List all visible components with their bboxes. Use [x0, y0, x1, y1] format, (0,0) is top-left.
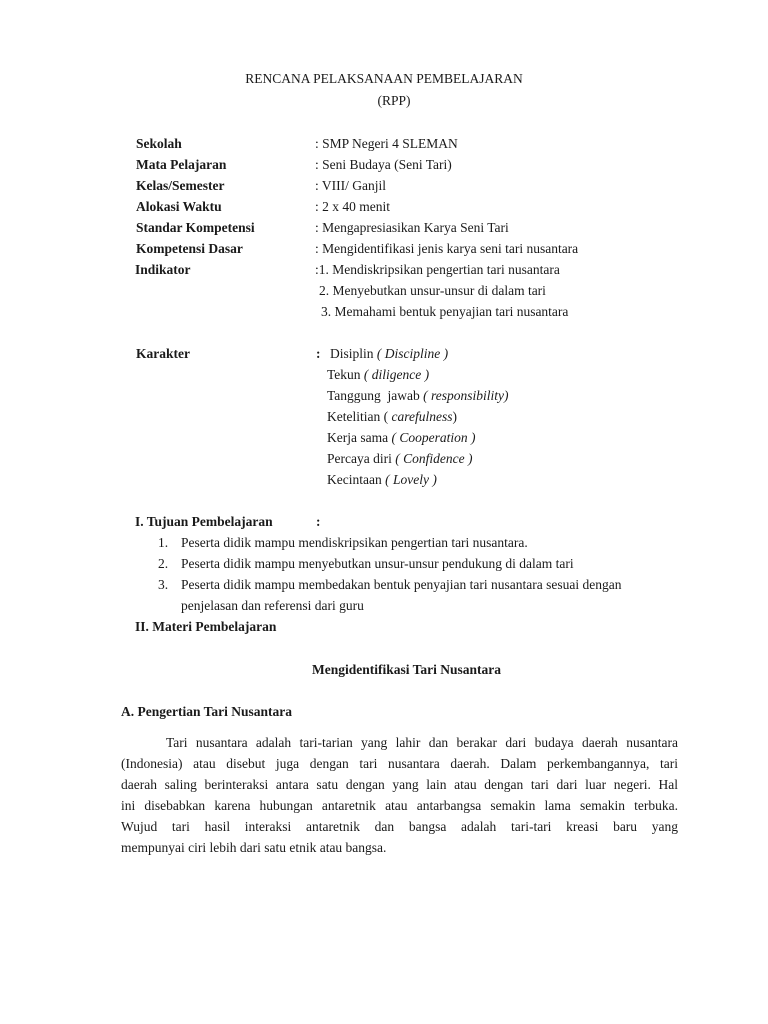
karakter-item	[327, 410, 457, 424]
value-kompetensi-dasar: : Mengidentifikasi jenis karya seni tari nusantara	[315, 241, 579, 256]
karakter-english: ( Confidence )	[395, 451, 473, 466]
karakter-word: Tanggung jawab	[327, 388, 420, 403]
karakter-close: )	[452, 409, 457, 424]
document-subtitle: (RPP)	[377, 93, 411, 108]
value-kelas-semester: : VIII/ Ganjil	[315, 178, 386, 193]
karakter-item	[330, 347, 448, 361]
value-indikator-1: :1. Mendiskripsikan pengertian tari nusantara	[315, 262, 560, 277]
karakter-word: Kecintaan	[327, 472, 382, 487]
karakter-item	[327, 473, 437, 487]
karakter-item	[327, 389, 509, 403]
label-indikator: Indikator	[135, 262, 191, 277]
tujuan-number: 2.	[158, 556, 169, 571]
karakter-word: Percaya diri	[327, 451, 392, 466]
tujuan-number: 1.	[158, 535, 169, 550]
value-mata-pelajaran: : Seni Budaya (Seni Tari)	[315, 157, 452, 172]
karakter-english: carefulness	[391, 409, 453, 424]
paragraph-line: Wujud tari hasil interaksi antaretnik dan bangsa adalah tari-tari kreasi baru yang	[121, 819, 678, 834]
materi-heading: II. Materi Pembelajaran	[135, 619, 277, 634]
karakter-word: Kerja sama	[327, 430, 389, 445]
paragraph-line: (Indonesia) atau disebut juga dengan tari nusantara daerah. Dalam perkembangannya, tari	[121, 756, 678, 771]
paragraph-line: ini disebabkan karena hubungan antaretnik atau antarbangsa semakin lama semakin terbuka.	[121, 798, 678, 813]
label-kelas-semester: Kelas/Semester	[136, 178, 225, 193]
document-title: RENCANA PELAKSANAAN PEMBELAJARAN	[245, 71, 523, 86]
tujuan-item-text: Peserta didik mampu membedakan bentuk penyajian tari nusantara sesuai dengan	[181, 577, 622, 592]
tujuan-item-text: Peserta didik mampu menyebutkan unsur-unsur pendukung di dalam tari	[181, 556, 574, 571]
value-alokasi-waktu: : 2 x 40 menit	[315, 199, 390, 214]
karakter-item	[327, 431, 475, 445]
label-kompetensi-dasar: Kompetensi Dasar	[136, 241, 243, 256]
label-mata-pelajaran: Mata Pelajaran	[136, 157, 227, 172]
tujuan-heading: I. Tujuan Pembelajaran	[135, 514, 273, 529]
tujuan-colon: :	[316, 514, 321, 529]
value-indikator-3: 3. Memahami bentuk penyajian tari nusantara	[321, 304, 569, 319]
tujuan-item-text: Peserta didik mampu mendiskripsikan pengertian tari nusantara.	[181, 535, 528, 550]
karakter-english: ( Discipline )	[376, 346, 449, 361]
karakter-colon: :	[316, 346, 321, 361]
karakter-word: Ketelitian (	[327, 409, 389, 424]
label-karakter: Karakter	[136, 346, 190, 361]
value-indikator-2: 2. Menyebutkan unsur-unsur di dalam tari	[319, 283, 546, 298]
karakter-word: Disiplin	[330, 346, 374, 361]
value-sekolah: : SMP Negeri 4 SLEMAN	[315, 136, 458, 151]
karakter-english: ( Cooperation )	[391, 430, 476, 445]
karakter-word: Tekun	[327, 367, 361, 382]
label-standar-kompetensi: Standar Kompetensi	[136, 220, 255, 235]
paragraph-line: Tari nusantara adalah tari-tarian yang lahir dan berakar dari budaya daerah nusantara	[166, 735, 678, 750]
karakter-english: ( diligence )	[363, 367, 430, 382]
value-standar-kompetensi: : Mengapresiasikan Karya Seni Tari	[315, 220, 509, 235]
label-sekolah: Sekolah	[136, 136, 182, 151]
paragraph-line: daerah saling berinteraksi antara satu dengan yang lain atau dengan tari dari luar negeri. Hal	[121, 777, 678, 792]
karakter-item	[327, 452, 472, 466]
karakter-item	[327, 368, 429, 382]
label-alokasi-waktu: Alokasi Waktu	[136, 199, 222, 214]
sub-heading: A. Pengertian Tari Nusantara	[121, 704, 293, 719]
tujuan-item-text-continued: penjelasan dan referensi dari guru	[181, 598, 364, 613]
karakter-english: ( Lovely )	[385, 472, 437, 487]
paragraph-line: mempunyai ciri lebih dari satu etnik atau bangsa.	[121, 840, 387, 855]
section-title: Mengidentifikasi Tari Nusantara	[311, 662, 502, 677]
karakter-english: ( responsibility)	[423, 388, 509, 403]
tujuan-number: 3.	[158, 577, 169, 592]
